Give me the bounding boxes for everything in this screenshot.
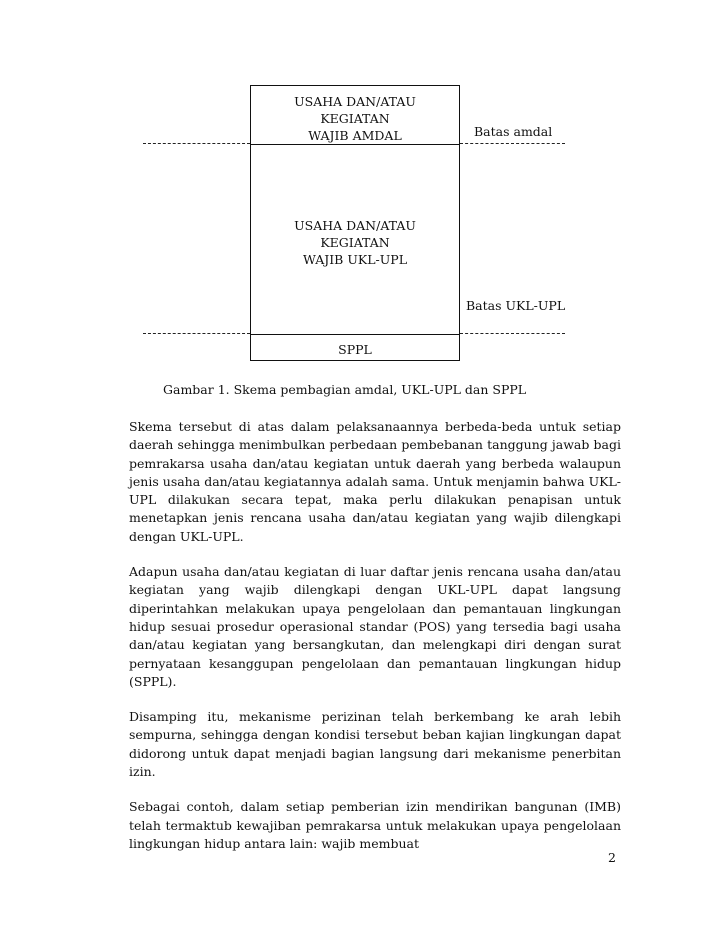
page-number: 2 [608,850,616,865]
ukl-line-3: WAJIB UKL-UPL [302,252,407,267]
sppl-box-label [251,341,459,358]
ukl-box-label [251,217,459,268]
sppl-line: SPPL [338,342,372,357]
figure-caption: Gambar 1. Skema pembagian amdal, UKL-UPL dan SPPL [163,382,527,397]
amdal-divider [251,144,459,145]
amdal-box-label [251,93,459,144]
paragraph-4: Sebagai contoh, dalam setiap pemberian izin mendirikan bangunan (IMB) telah termaktub kewajiban pemrakarsa untuk melakukan upaya pengelolaan lingkungan hidup antara lain: wajib membuat [129,799,621,851]
batas-amdal-dash-left [143,143,250,144]
body-text [129,418,621,870]
paragraph-3: Disamping itu, mekanisme perizinan telah berkembang ke arah lebih sempurna, sehingga dengan kondisi tersebut beban kajian lingkungan dapat didorong untuk dapat menjadi bagian langsung dari mekanisme penerbitan izin. [129,709,621,780]
amdal-line-2: KEGIATAN [320,111,390,126]
paragraph-2: Adapun usaha dan/atau kegiatan di luar daftar jenis rencana usaha dan/atau kegiatan yang wajib dilengkapi dengan UKL-UPL dapat langsung diperintahkan melakukan upaya pengelolaan dan pemantauan lingkungan hidup sesuai prosedur operasional standar (POS) yang tersedia bagi usaha dan/atau kegiatan yang bersangkutan, dan melengkapi diri dengan surat pernyataan kesanggupan pengelolaan dan pemantauan lingkungan hidup (SPPL). [129,564,621,689]
ukl-line-2: KEGIATAN [320,235,390,250]
batas-ukl-label: Batas UKL-UPL [466,298,566,313]
ukl-divider [251,334,459,335]
batas-ukl-dash-right [460,333,565,334]
batas-ukl-dash-left [143,333,250,334]
paragraph-1: Skema tersebut di atas dalam pelaksanaannya berbeda-beda untuk setiap daerah sehingga menimbulkan perbedaan pembebanan tanggung jawab bagi pemrakarsa usaha dan/atau kegiatan untuk daerah yang berbeda walaupun jenis usaha dan/atau kegiatannya adalah sama. Untuk menjamin bahwa UKL-UPL dilakukan secara tepat, maka perlu dilakukan penapisan untuk menetapkan jenis rencana usaha dan/atau kegiatan yang wajib dilengkapi dengan UKL-UPL. [129,419,621,544]
amdal-line-1: USAHA DAN/ATAU [294,94,416,109]
batas-amdal-label: Batas amdal [474,124,553,139]
ukl-line-1: USAHA DAN/ATAU [294,218,416,233]
scheme-box [250,85,460,361]
amdal-line-3: WAJIB AMDAL [308,128,402,143]
scheme-diagram [0,0,728,370]
batas-amdal-dash-right [460,143,565,144]
